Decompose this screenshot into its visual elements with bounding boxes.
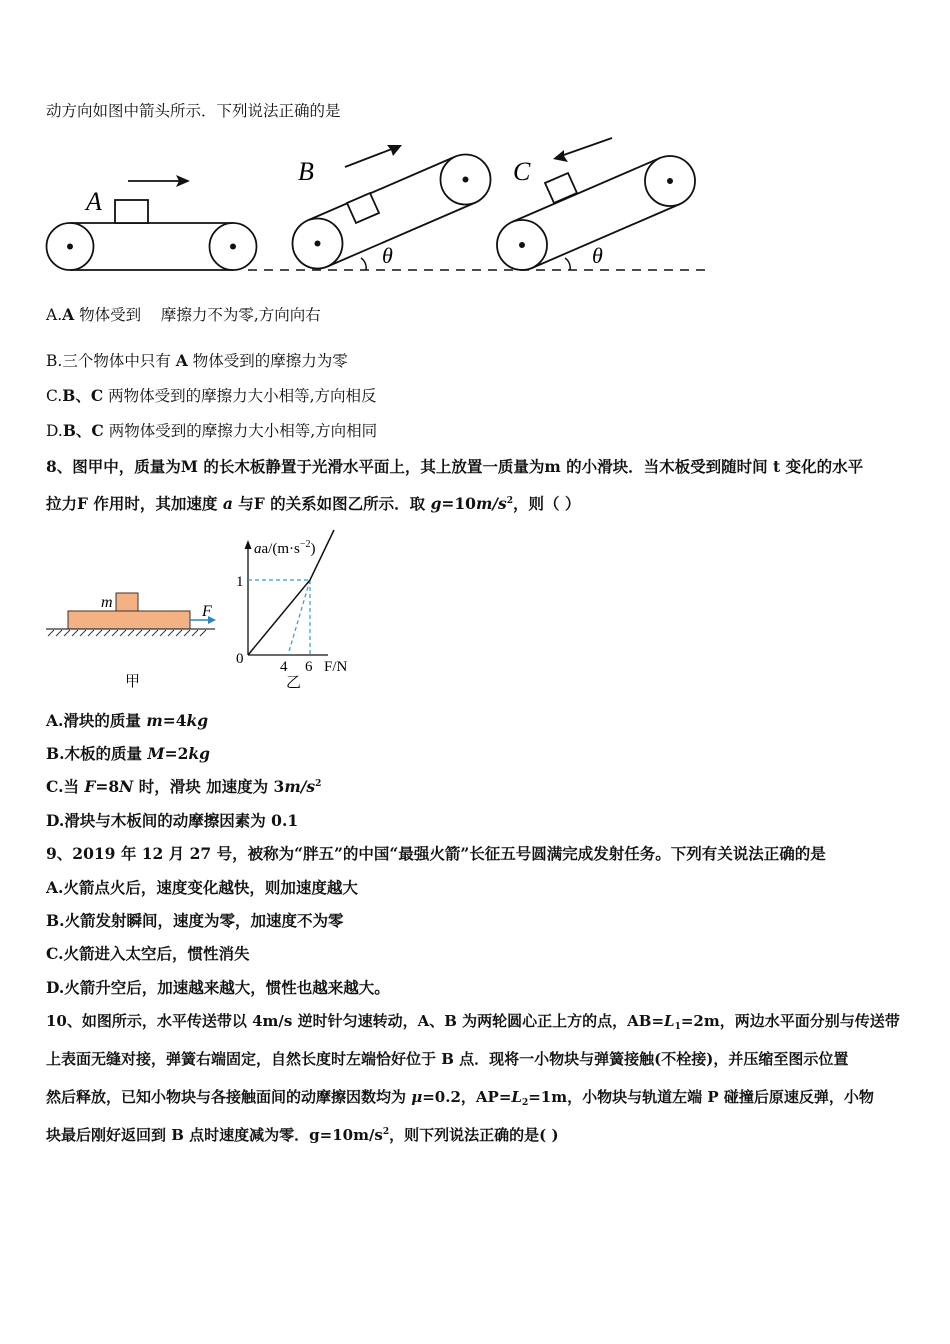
block-b <box>347 193 379 223</box>
wheel-center <box>230 244 236 250</box>
figure-yi-graph <box>228 530 378 695</box>
q8-option-a: A.滑块的质量 m=4kg <box>46 711 209 730</box>
wheel-center <box>519 242 525 248</box>
angle-arc-c <box>565 258 570 270</box>
label-a: A <box>86 187 102 216</box>
caption-yi: 乙 <box>286 675 302 691</box>
q9-option-a: A.火箭点火后，速度变化越快，则加速度越大 <box>46 878 358 897</box>
arrow-right-icon <box>128 175 190 187</box>
belt-a <box>47 223 257 270</box>
q9-option-c: C.火箭进入太空后，惯性消失 <box>46 944 250 963</box>
long-board <box>68 611 190 629</box>
tick-label-6: 6 <box>305 659 313 675</box>
tick-label-1: 1 <box>236 574 244 590</box>
wheel-center <box>463 177 469 183</box>
q9-stem: 9、2019 年 12 月 27 号，被称为“胖五”的中国“最强火箭”长征五号圆满完成发射任务。下列有关说法正确的是 <box>46 844 826 863</box>
arrow-down-slope-icon <box>553 138 612 162</box>
arrow-up-slope-icon <box>345 145 402 167</box>
floor-hatch <box>48 630 206 636</box>
wheel-center <box>667 178 673 184</box>
q8-stem-line-2: 拉力F 作用时，其加速度 a 与F 的关系如图乙所示．取 $g=10m/s^2$，则（ ） <box>46 494 581 513</box>
question-7-stem-tail: 动方向如图中箭头所示．下列说法正确的是 <box>46 102 341 120</box>
q10-stem-line-1: 10、如图所示，水平传送带以 4m/s 逆时针匀速转动，A、B 为两轮圆心正上方的点，$AB=L_1=2m$，两边水平面分别与传送带 <box>46 1012 900 1032</box>
y-axis-label: $aa/(m\cdot s^{-2})$ <box>254 539 316 557</box>
q9-option-d: D.火箭升空后，加速越来越大，惯性也越来越大。 <box>46 978 390 997</box>
label-c: C <box>513 157 531 186</box>
q8-option-b: B.木板的质量 M=2kg <box>46 744 210 763</box>
y-axis-arrow <box>245 540 252 549</box>
q10-stem-line-3: 然后释放，已知小物块与各接触面间的动摩擦因数均为 μ=0.2，$AP=L_2=1m$，小物块与轨道左端 P 碰撞后原速反弹，小物 <box>46 1088 874 1108</box>
wheel-center <box>315 241 321 247</box>
label-b: B <box>298 157 314 186</box>
q7-option-d: D.B、C 两物体受到的摩擦力大小相等,方向相同 <box>46 421 378 440</box>
x-axis-label: F/N <box>324 659 348 675</box>
q10-stem-line-2: 上表面无缝对接，弹簧右端固定，自然长度时左端恰好位于 B 点．现将一小物块与弹簧接触(不栓接)，并压缩至图示位置 <box>46 1050 849 1068</box>
angle-arc-b <box>361 258 366 270</box>
small-block-m <box>116 593 138 611</box>
q7-option-c: C.B、C 两物体受到的摩擦力大小相等,方向相反 <box>46 386 377 405</box>
caption-jia: 甲 <box>125 674 141 690</box>
theta-c: θ <box>592 243 603 268</box>
dashed-to-4 <box>288 580 310 655</box>
q8-stem-line-1: 8、图甲中，质量为M 的长木板静置于光滑水平面上，其上放置一质量为m 的小滑块．当木板受到随时间 t 变化的水平 <box>46 457 864 476</box>
origin-label: 0 <box>236 651 244 667</box>
q7-option-a: A.A 物体受到 摩擦力不为零,方向向右 <box>46 305 321 324</box>
q8-option-c: C.当 F=8N 时，滑块 加速度为 $3m/s^2$ <box>46 777 322 796</box>
q8-option-d: D.滑块与木板间的动摩擦因素为 0.1 <box>46 811 299 830</box>
tick-label-4: 4 <box>280 659 288 675</box>
wheel-center <box>67 244 73 250</box>
conveyor-figure <box>30 135 750 295</box>
block-c <box>545 173 577 203</box>
theta-b: θ <box>382 243 393 268</box>
q10-stem-line-4: 块最后刚好返回到 B 点时速度减为零．$g=10m/s^2$，则下列说法正确的是( ) <box>46 1126 559 1144</box>
q7-option-b: B.三个物体中只有 A 物体受到的摩擦力为零 <box>46 351 348 370</box>
label-force-f: F <box>202 603 212 620</box>
q9-option-b: B.火箭发射瞬间，速度为零，加速度不为零 <box>46 911 344 930</box>
block-a <box>115 200 148 223</box>
label-m: m <box>101 594 113 611</box>
